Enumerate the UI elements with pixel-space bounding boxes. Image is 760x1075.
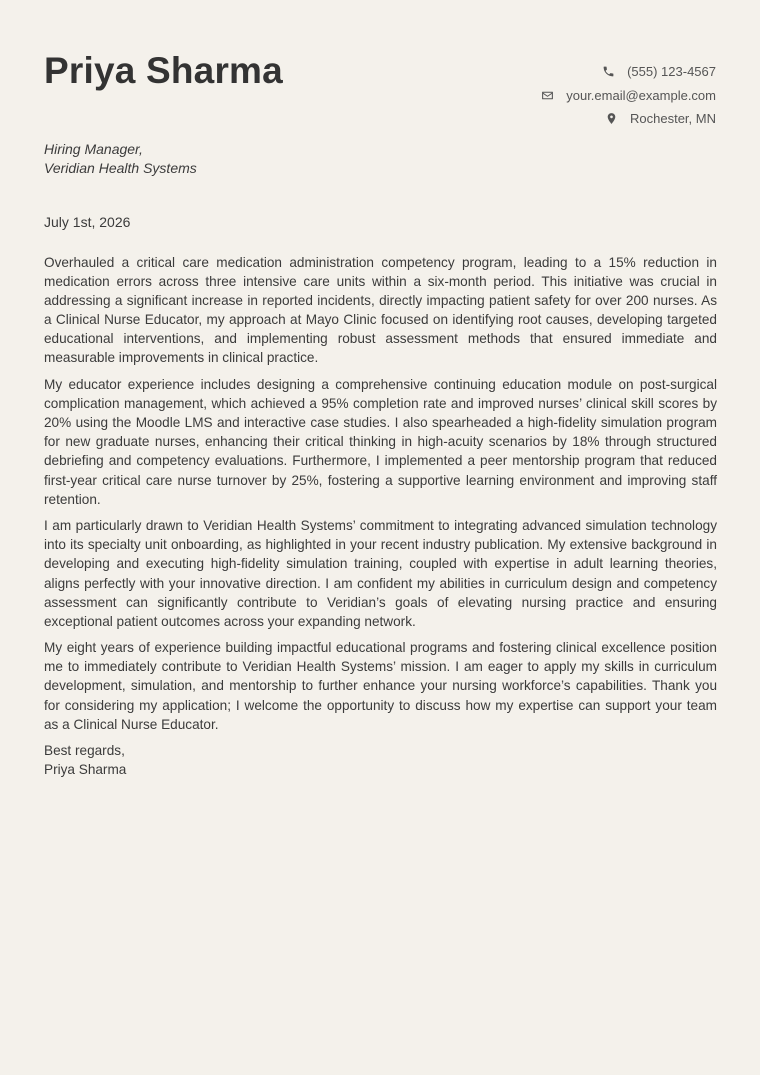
letter-body <box>44 253 717 779</box>
contact-email <box>541 84 716 108</box>
applicant-name: Priya Sharma <box>44 50 283 91</box>
recipient-company: Veridian Health Systems <box>44 160 197 176</box>
body-paragraph: My eight years of experience building impactful educational programs and fostering clinical excellence position me to immediately contribute to Veridian Health Systems’ mission. I am eager to apply my skills in curriculum development, simulation, and mentorship to further enhance your nursing workforce’s capabilities. Thank you for considering my application; I welcome the opportunity to discuss how my expertise can support your team as a Clinical Nurse Educator. <box>44 640 717 732</box>
letter-date: July 1st, 2026 <box>44 214 131 230</box>
email-address[interactable]: your.email@example.com <box>566 87 716 103</box>
recipient-block <box>44 140 197 178</box>
signature-name: Priya Sharma <box>44 762 127 778</box>
phone-icon <box>602 65 615 78</box>
body-paragraph: My educator experience includes designing a comprehensive continuing education module on post-surgical complication management, which achieved a 95% completion rate and improved nurses’ clinical skill scores by 20% using the Moodle LMS and interactive case studies. I also spearheaded a high-fidelity simulation program for new graduate nurses, enhancing their critical thinking in high-acuity scenarios by 18% through structured debriefing and competency evaluations. Furthermore, I implemented a peer mentorship program that reduced first-year critical care nurse turnover by 25%, fostering a supportive learning environment and improving staff retention. <box>44 377 717 507</box>
recipient-title: Hiring Manager, <box>44 141 143 157</box>
body-paragraph: I am particularly drawn to Veridian Health Systems’ commitment to integrating advanced simulation technology into its specialty unit onboarding, as highlighted in your recent industry publication. My extensive background in developing and executing high-fidelity simulation training, coupled with expertise in adult learning theories, aligns perfectly with your innovative direction. I am confident my abilities in curriculum design and competency assessment can significantly contribute to Veridian’s goals of elevating nursing practice and ensuring exceptional patient outcomes across your expanding network. <box>44 518 717 629</box>
location-text: Rochester, MN <box>630 111 716 126</box>
location-pin-icon <box>605 112 618 125</box>
closing-block <box>44 741 717 779</box>
contact-phone <box>541 60 716 84</box>
body-paragraph: Overhauled a critical care medication administration competency program, leading to a 15% reduction in medication errors across three intensive care units within a six-month period. This initiative was crucial in addressing a significant increase in reported incidents, directly impacting patient safety for over 200 nurses. As a Clinical Nurse Educator, my approach at Mayo Clinic focused on identifying root causes, developing targeted educational interventions, and implementing robust assessment methods that ensured immediate and measurable improvements in clinical practice. <box>44 255 717 366</box>
closing-salutation: Best regards, <box>44 743 125 759</box>
contact-location <box>541 107 716 131</box>
contact-block <box>541 60 716 131</box>
phone-number[interactable]: (555) 123-4567 <box>627 64 716 79</box>
envelope-icon <box>541 89 554 102</box>
